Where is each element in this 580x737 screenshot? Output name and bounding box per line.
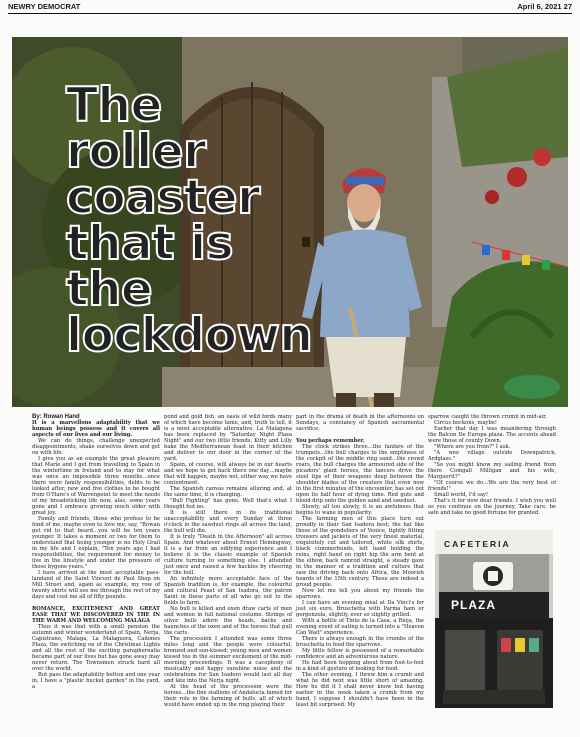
paragraph: part in the drama of death in the afternoons on Sundays, a constancy of Spanish sacramental sacrifice. bbox=[296, 414, 424, 432]
paragraph: That's it for now dear friends. I wish you well as you continue on the journey. Take care, be safe and take no good fortune for granted. bbox=[428, 498, 556, 516]
inset-photo-cafeteria bbox=[435, 530, 553, 708]
standfirst: It is a marvellous adaptability that we human beings possess and it covers all aspects of our lives and our living. bbox=[32, 420, 160, 438]
paragraph: I have arrived at the most acceptable pass-landand of the Saint Vincent de Paul Shop on Mill Street and, again as example, my row of twenty shirts will see me through the rest of my days and cost me all of fifty pounds. bbox=[32, 570, 160, 600]
paragraph: pond and gold fish, an oasis of wild birds many of which have become tame, and, truth to tell, it is a most acceptable alternative. La Malagena has been replaced by "Saturday Night Plaza Night" and our two little friends, Kitty and Lilly bake the Mediterranean feast in their kitchen and deliver to our door in the corner of the yard. bbox=[164, 414, 292, 462]
main-photo bbox=[12, 37, 568, 407]
byline: By: Rowan Hand bbox=[32, 414, 80, 420]
paragraph: Slowly, all too slowly, it is an awfulness that begins to wane in popularity. bbox=[296, 504, 424, 516]
paragraph: Thus it was that with a small pension the autumn and winter wonderland of Spain, Nerja, Capistrano, Malaga, La Malaguera, Cañones Plaza, the switching on of the Christmas Lights and all the rest of the exciting paraphernalia became part of our lives but has gone away may never return. The Townsmen struck hard all over the world. bbox=[32, 624, 160, 672]
paragraph: No bull is killed and oxen draw carts of men and women in full national costume. Strings of silver bells adorn the heads, backs and haunches of the oxen and of the horses that pull the carts. bbox=[164, 606, 292, 636]
paragraph: We can do things, challenge unexpected disappointments, shake ourselves down and get on with life. bbox=[32, 438, 160, 456]
paragraph: The farming men of this place turn out proudly in their San Isadora best; the hat like those of the gondoliers of Venice, tightly fitting trousers and jackets of the very finest material, exquisitely cut and tailored, white silk shirts, black cummerbunds, left hand holding the reins, right hand on right hip the arm bent at the elbow, back ramrod straight, a steady gaze in the manner of a tradition and culture that saw the driving back onto Africa, the Moorish hoards of the 15th century. These are indeed a proud people. bbox=[296, 516, 424, 588]
sign-cafeteria: CAFETERIA bbox=[444, 539, 511, 549]
paragraph: "Bull Fighting" has gone. Well that's what I thought but no. bbox=[164, 498, 292, 510]
paragraph: Spain, of course, will always be in our hearts and we hope to get back there one day…maybe that will happen, maybe not, either way we have contentment. bbox=[164, 462, 292, 486]
paragraph: Earlier that day I was meandering through the Balcon De Europa plaza. The accents ahead were those of county Down. bbox=[428, 426, 556, 444]
paragraph: My little fellow is possessed of a remarkable confidence and an adventurous nature. bbox=[296, 648, 424, 660]
article-column-1 bbox=[32, 414, 160, 690]
paragraph: It is truly "Death in the Afternoon" all across Spain. And whatever about Ernest Hemingway, it is a far from an edifying experience and I believe it is the classic example of Spanish culture turning to something else. I attended just once and raised a few hackles by cheering for the bull. bbox=[164, 534, 292, 576]
paragraph: There is always enough in the crumbs of the bruschetta to feed the sparrows. bbox=[296, 636, 424, 648]
paragraph: Family and friends, those who profess to be fond of me, maybe even to love me, say, "Rowan get rid to that beard…you will be ten years younger. It takes a moment or two for them to understand that being younger is no Holy Grail in my life and I explain, "Ten years ago I had responsibilities, the requirement for money to live in the lifestyle and under the pressure of those bygone years." bbox=[32, 516, 160, 570]
paragraph: An infinitely more acceptable face of the Spanish tradition is, for example, the colourful and cultural Feast of San Isadora, the patron Saint in these parts of all who go out to the fields to farm. bbox=[164, 576, 292, 606]
column-4-text bbox=[428, 414, 556, 526]
subhead: You perhaps remember. bbox=[296, 438, 365, 444]
paragraph: He had been hopping about from foot-to-foot in a kind of gesture of looking for food. bbox=[296, 660, 424, 672]
paragraph: The procession I attended was some three miles long and the people were colourful, bronzed and sun-kissed; young men and women kissed too in the summer excitement of the mid-morning proceedings. It was a cacophony of musicality and happy sunshine noise and the celebrations for San Isadoro would last all day and late into the Nerja night. bbox=[164, 636, 292, 684]
masthead-rule bbox=[8, 13, 572, 14]
paragraph: Circus beckons, maybe! bbox=[434, 420, 497, 426]
article-column-2 bbox=[164, 414, 292, 708]
headline: The roller coaster that is the lockdown bbox=[66, 78, 313, 363]
article-column-4 bbox=[428, 414, 556, 526]
subhead: ROMANCE, EXCITEMENT AND GREAT EASE THAT WE DISCOVERED IN THE IN THE WARM AND WELCOMING MALAGA bbox=[32, 606, 160, 624]
article-column-3 bbox=[296, 414, 424, 708]
paragraph: At the head of the procession were the horses…the fine stallions of Andalucia famed for their role in the farming of bulls, all of which would have ended up in the ring playing their bbox=[164, 684, 292, 708]
paragraph: "Of course we do…We are the very best of friends!" bbox=[428, 480, 556, 492]
paragraph: The other evening, I threw him a crumb and what he did next was little short of amazing. How he did it I shall never know but having earlier in the week taken a crumb from my hand, I suppose I shouldn't have been in the least bit surprised. My bbox=[296, 672, 424, 708]
paragraph: The clock strikes three…the fanfare of the trumpets…the bull charges to the emptiness of the cockpit of the middle ring sand…the crowd roars, the bull charges the armoured side of the picadors' giant horses, the lancers drive the steel tips of their weapons deep between the shoulder blades of the creature that even now in the first minutes of the encounter, has set out upon its half hour of dying time. Red guts and blood drip onto the golden sand and sawdust. bbox=[296, 444, 424, 504]
paragraph: Now let me tell you about my friends the sparrows. bbox=[296, 588, 424, 600]
paragraph: But pass the adaptability button and one year in, I have a "plastic bucket garden" in the yard, a bbox=[32, 672, 160, 690]
paragraph: I give you as an example the great pleasure that Marie and I get from travelling to Spain in the wintertime in Ireland and to stay for what was once an impossible three months…once there were family responsibilities, debts to be looked after, new and five clothes to be bought from O'Hare's of Warrenpoint to meet the needs of my breadsticking life now, alas, some years gone and I embrace growing much older with great joy. bbox=[32, 456, 160, 516]
paragraph: "So you might know my sailing friend from there Comgall Milligan and his wife, Marguerit?" bbox=[428, 462, 556, 480]
paragraph: It is still there in its traditional unacceptability and every Sunday at three o'clock in the sawdust rings all across the land, the bull will die. bbox=[164, 510, 292, 534]
publication-name: NEWRY DEMOCRAT bbox=[8, 2, 81, 11]
paragraph: sparrow caught the thrown crumb in mid-air. bbox=[428, 414, 547, 420]
issue-date-page: April 6, 2021 27 bbox=[517, 2, 572, 11]
paragraph: Small world, I'd say! bbox=[434, 492, 489, 498]
paragraph: I can have an evening meal at Da Vinci's for just six euro. Bruschetta with Parma ham or gorgonzola, slightly, ever so slightly grilled. bbox=[296, 600, 424, 618]
paragraph: "A wee village outside Downpatrick, Ardglass." bbox=[428, 450, 556, 462]
paragraph: The Spanish canvas remains alluring and, at the same time, it is changing. bbox=[164, 486, 292, 498]
paragraph: With a bottle of Tinto de la Casa, a Rioja, the evening event of eating is turned into a "Heaven Can Wait" experience. bbox=[296, 618, 424, 636]
sign-plaza: PLAZA bbox=[451, 598, 496, 612]
paragraph: "Where are you from?" I ask. bbox=[434, 444, 511, 450]
